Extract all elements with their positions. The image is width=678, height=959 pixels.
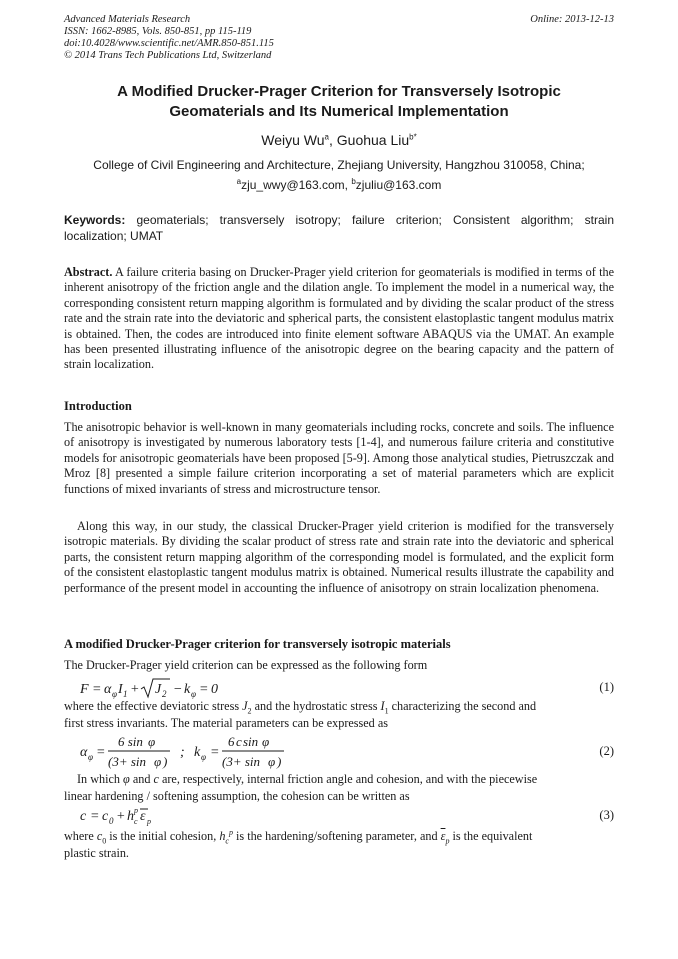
equation-number: (3) (599, 808, 614, 822)
text-line: plastic strain. (64, 846, 129, 860)
keywords-label: Keywords: (64, 213, 126, 227)
author-emails (0, 178, 678, 192)
equation-2-formula (80, 733, 300, 771)
svg-text:(3+ sin: (3+ sin (108, 754, 147, 769)
svg-text:=: = (210, 745, 220, 760)
svg-text:J: J (155, 682, 162, 697)
svg-text:): ) (163, 754, 168, 769)
text-span: is the hardening/softening parameter, and (232, 829, 441, 843)
svg-text:6: 6 (228, 734, 235, 749)
equation-3 (80, 805, 190, 831)
author-name: Weiyu Wu (261, 132, 325, 148)
svg-text:F: F (80, 682, 89, 697)
svg-text:+: + (130, 682, 140, 697)
svg-text:h: h (127, 809, 134, 824)
svg-text:φ: φ (268, 754, 276, 769)
svg-text:φ: φ (262, 734, 270, 749)
affiliation-mark: b* (409, 132, 417, 142)
svg-text:α: α (104, 682, 112, 697)
svg-text:sin: sin (243, 734, 259, 749)
svg-text:;: ; (180, 745, 185, 760)
text-span: characterizing the second and (388, 699, 537, 713)
text-span: is the equivalent (449, 829, 533, 843)
svg-text:p: p (147, 817, 151, 826)
text-span: where the effective deviatoric stress (64, 699, 243, 713)
abstract-text: A failure criteria basing on Drucker-Prager yield criterion for geomaterials is modified in terms of the inherent anisotropy of the friction angle and the dilation angle. To implement the model in a numerical way, the corresponding consistent return mapping algorithm is formulated and by dividing the scalar product of the stress rate and the strain rate into the deviatoric and spherical parts, the consistent elastoplastic tangent modulus matrix is obtained. Then, the codes are introduced into finite element software ABAQUS via the UMAT. An example has been presented illustrating influence of the anisotropic degree on the bearing capacity and the pattern of strain localization. (64, 265, 614, 372)
svg-text:φ: φ (112, 689, 117, 699)
paragraph: Along this way, in our study, the classical Drucker-Prager yield criterion is modified for the transversely isotropic materials. By dividing the scalar product of stress rate and strain rate into the deviatoric and spherical parts, the consistent return mapping algorithm of the corresponding model is formulated, and the explicit form of the consistent elastoplastic tangent modulus matrix is obtained. Numerical results illustrate the capability and performance of the present model in accounting the influence of anisotropy on strain localization phenomena. (64, 519, 614, 595)
equation-2 (80, 733, 300, 775)
text-line: The Drucker-Prager yield criterion can be expressed as the following form (64, 658, 428, 672)
email-mark: a (236, 177, 242, 186)
text-line: where $c_0$ is the initial cohesion, $h_c^p$ is the hardening/softening parameter, and $\overline{\varepsilon}_p$ is the equivalent (64, 827, 533, 846)
section-heading: Introduction (64, 399, 132, 413)
journal-name: Advanced Materials Research (64, 14, 191, 25)
svg-text:1: 1 (123, 689, 128, 699)
email-link[interactable]: zjuliu@163.com (355, 178, 442, 192)
text-span: is the initial cohesion, (106, 829, 220, 843)
author-list (0, 132, 678, 148)
svg-text:k: k (194, 745, 201, 760)
svg-text:+: + (116, 809, 126, 824)
text-line: In which φ and c are, respectively, internal friction angle and cohesion, and with the piecewise (77, 772, 538, 786)
svg-text:I: I (118, 682, 123, 697)
svg-text:=: = (90, 809, 100, 824)
svg-text:0: 0 (211, 682, 218, 697)
text-span: and the hydrostatic stress (251, 699, 381, 713)
svg-text:=: = (96, 745, 106, 760)
svg-text:0: 0 (109, 816, 114, 826)
equation-number: (1) (599, 680, 614, 694)
title-line-1: A Modified Drucker-Prager Criterion for Transversely Isotropic (117, 83, 561, 100)
svg-text:φ: φ (201, 752, 206, 762)
affiliation: College of Civil Engineering and Architecture, Zhejiang University, Hangzhou 310058, China; (93, 158, 585, 172)
email-mark: b (351, 177, 356, 186)
svg-text:): ) (277, 754, 282, 769)
author-separator: , (328, 132, 337, 148)
svg-text:α: α (80, 745, 88, 760)
equation-1-formula (80, 677, 230, 701)
svg-text:φ: φ (154, 754, 162, 769)
svg-text:k: k (184, 682, 191, 697)
author-name: Guohua Liu (336, 132, 410, 148)
svg-text:(3+ sin: (3+ sin (222, 754, 261, 769)
svg-text:p: p (134, 806, 138, 815)
doi-line: doi:10.4028/www.scientific.net/AMR.850-851.115 (64, 38, 274, 49)
text-line: first stress invariants. The material parameters can be expressed as (64, 716, 388, 730)
paper-title (40, 82, 638, 122)
svg-text:φ: φ (88, 752, 93, 762)
svg-text:2: 2 (162, 689, 167, 699)
svg-text:6 sin: 6 sin (118, 734, 143, 749)
keywords-text: geomaterials; transversely isotropy; failure criterion; Consistent algorithm; strain localization; UMAT (64, 213, 614, 243)
email-link[interactable]: zju_wwy@163.com, (241, 178, 352, 192)
text-line: linear hardening / softening assumption, the cohesion can be written as (64, 789, 410, 803)
svg-text:−: − (173, 682, 183, 697)
svg-text:c: c (80, 809, 87, 824)
abstract (64, 265, 614, 373)
section-heading: A modified Drucker-Prager criterion for transversely isotropic materials (64, 637, 451, 651)
title-line-2: Geomaterials and Its Numerical Implementation (169, 103, 509, 120)
text-span: In which (77, 772, 124, 786)
svg-text:c: c (134, 817, 138, 826)
text-span: where (64, 829, 97, 843)
paragraph: The anisotropic behavior is well-known in many geomaterials including rocks, concrete and soils. The influence of anisotropy is investigated by numerous laboratory tests [1-4], and numerous failure criteria and constitutive models for anisotropic geomaterials have been proposed [5-9]. Among those analytical studies, Pietruszczak and Mroz [8] presented a simple failure criterion incorporating a set of material parameters which are explicit functions of mixed invariants of stress and microstructure tensor. (64, 420, 614, 496)
equation-number: (2) (599, 744, 614, 758)
issn-line: ISSN: 1662-8985, Vols. 850-851, pp 115-119 (64, 26, 252, 37)
abstract-label: Abstract. (64, 265, 113, 279)
svg-text:c: c (102, 809, 109, 824)
equation-3-formula (80, 805, 190, 827)
affiliation-mark: a (324, 132, 329, 142)
svg-text:ε: ε (140, 809, 146, 824)
svg-text:=: = (92, 682, 102, 697)
svg-text:φ: φ (191, 689, 196, 699)
online-date: Online: 2013-12-13 (530, 14, 614, 25)
svg-text:c: c (236, 734, 242, 749)
journal-header (64, 14, 274, 62)
copyright-line: © 2014 Trans Tech Publications Ltd, Switzerland (64, 50, 272, 61)
svg-text:=: = (199, 682, 209, 697)
text-line: where the effective deviatoric stress $J_2$ and the hydrostatic stress $I_1$ characterizing the second and (64, 699, 537, 716)
text-span: and (129, 772, 154, 786)
text-span: are, respectively, internal friction angle and cohesion, and with the piecewise (158, 772, 538, 786)
svg-text:φ: φ (148, 734, 156, 749)
keywords-block (64, 212, 614, 244)
